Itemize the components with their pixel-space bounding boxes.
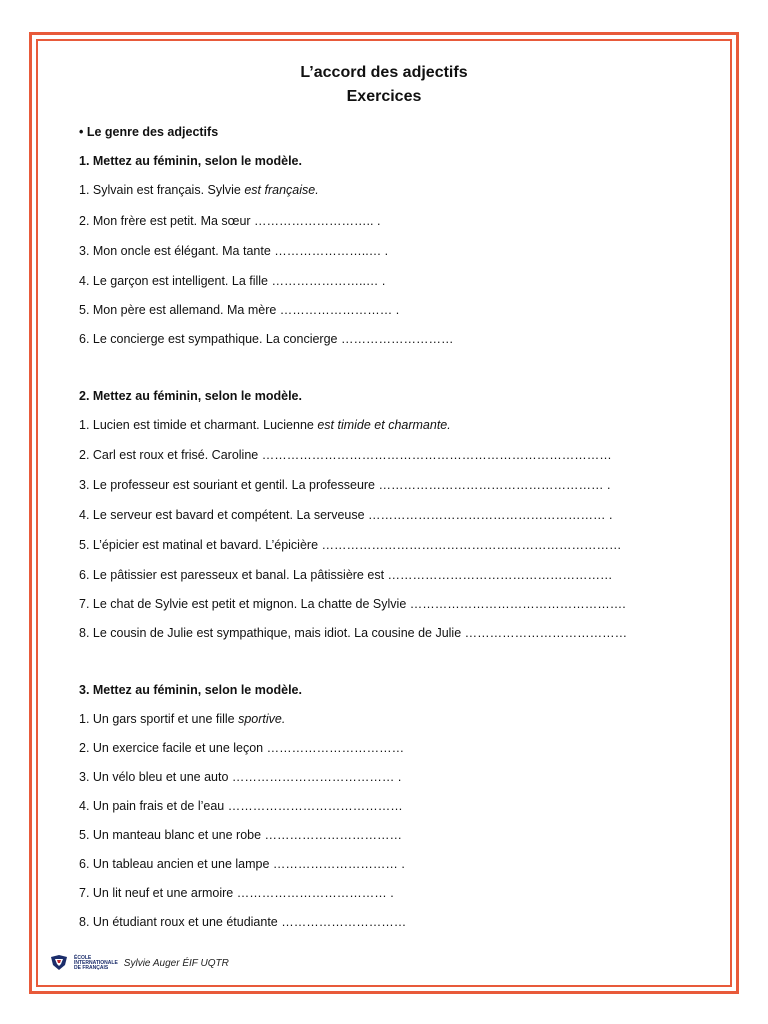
exercise-2-heading: 2. Mettez au féminin, selon le modèle.	[79, 389, 302, 403]
exercise-3-line-4: 4. Un pain frais et de l’eau ……………………………………	[79, 799, 403, 813]
exercise-3-line-6: 6. Un tableau ancien et une lampe ………………………… .	[79, 857, 405, 871]
exercise-3-line-5: 5. Un manteau blanc et une robe ……………………………	[79, 828, 403, 842]
exercise-3-line-2: 2. Un exercice facile et une leçon ……………………………	[79, 741, 405, 755]
exercise-3-heading: 3. Mettez au féminin, selon le modèle.	[79, 683, 302, 697]
exercise-1-line-6: 6. Le concierge est sympathique. La concierge ………………………	[79, 332, 454, 346]
exercise-2-line-2: 2. Carl est roux et frisé. Caroline …………………………………………………………………………	[79, 448, 612, 462]
exercise-1-line-4: 4. Le garçon est intelligent. La fille …………………..… .	[79, 274, 386, 288]
exercise-2-line-7: 7. Le chat de Sylvie est petit et mignon. La chatte de Sylvie …………………………………………….	[79, 597, 626, 611]
section-heading: • Le genre des adjectifs	[79, 125, 219, 139]
exercise-2-line-4: 4. Le serveur est bavard et compétent. La serveuse ………………………………………………… .	[79, 508, 613, 522]
footer	[50, 955, 229, 971]
exercise-1-line-2: 2. Mon frère est petit. Ma sœur ……………………….. .	[79, 214, 381, 228]
exercise-3-line-1: 1. Un gars sportif et une fille sportive.	[79, 712, 286, 726]
exercise-2-line-3: 3. Le professeur est souriant et gentil. La professeure ……………………………………………… .	[79, 478, 611, 492]
exercise-1-line-3: 3. Mon oncle est élégant. Ma tante …………………..… .	[79, 244, 389, 258]
exercise-3-line-8: 8. Un étudiant roux et une étudiante …………………………	[79, 915, 407, 929]
exercise-1-line-5: 5. Mon père est allemand. Ma mère ……………………… .	[79, 303, 400, 317]
exercise-2-line-6: 6. Le pâtissier est paresseux et banal. La pâtissière est ………………………………………………	[79, 568, 613, 582]
exercise-2-line-8: 8. Le cousin de Julie est sympathique, mais idiot. La cousine de Julie …………………………………	[79, 626, 628, 640]
school-logo-icon	[50, 955, 68, 971]
exercise-2-line-1: 1. Lucien est timide et charmant. Lucienne est timide et charmante.	[79, 418, 451, 432]
exercise-1-heading: 1. Mettez au féminin, selon le modèle.	[79, 154, 302, 168]
footer-author: Sylvie Auger ÉIF UQTR	[123, 957, 229, 969]
exercise-3-line-7: 7. Un lit neuf et une armoire ……………………………… .	[79, 886, 394, 900]
exercise-3-line-3: 3. Un vélo bleu et une auto ………………………………… .	[79, 770, 402, 784]
page-title: L’accord des adjectifs	[300, 64, 468, 81]
exercise-2-line-5: 5. L’épicier est matinal et bavard. L’épicière ………………………………………………………………	[79, 538, 622, 552]
page-subtitle: Exercices	[346, 88, 422, 105]
exercise-1-line-1: 1. Sylvain est français. Sylvie est française.	[79, 183, 319, 197]
school-logo-text: ÉCOLE INTERNATIONALE DE FRANÇAIS	[74, 954, 118, 971]
